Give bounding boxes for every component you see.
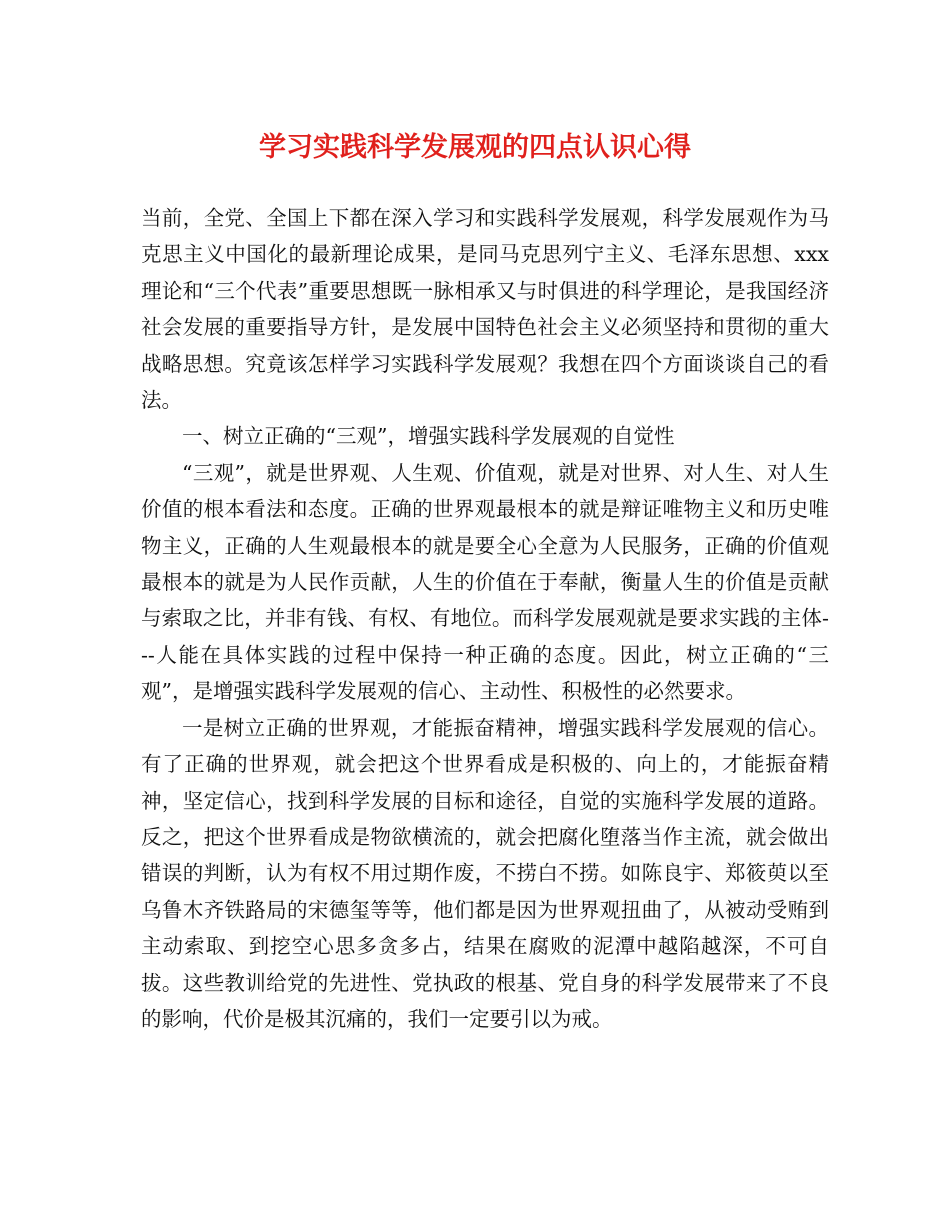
paragraph-intro: 当前，全党、全国上下都在深入学习和实践科学发展观，科学发展观作为马克思主义中国化的最新理论成果，是同马克思列宁主义、毛泽东思想、xxx理论和“三个代表”重要思想既一脉相承又与时俱进的科学理论，是我国经济社会发展的重要指导方针，是发展中国特色社会主义必须坚持和贯彻的重大战略思想。究竟该怎样学习实践科学发展观？我想在四个方面谈谈自己的看法。 [141,206,829,413]
document-body [141,200,829,1037]
paragraph-worldview: 一是树立正确的世界观，才能振奋精神，增强实践科学发展观的信心。有了正确的世界观，就会把这个世界看成是积极的、向上的，才能振奋精神，坚定信心，找到科学发展的目标和途径，自觉的实施科学发展的道路。反之，把这个世界看成是物欲横流的，就会把腐化堕落当作主流，就会做出错误的判断，认为有权不用过期作废，不捞白不捞。如陈良宇、郑筱萸以至乌鲁木齐铁路局的宋德玺等等，他们都是因为世界观扭曲了，从被动受贿到主动索取、到挖空心思多贪多占，结果在腐败的泥潭中越陷越深，不可自拔。这些教训给党的先进性、党执政的根基、党自身的科学发展带来了不良的影响，代价是极其沉痛的，我们一定要引以为戒。 [141,715,829,1031]
section-heading-1: 一、树立正确的“三观”，增强实践科学发展观的自觉性 [182,424,675,449]
document-title: 学习实践科学发展观的四点认识心得 [259,132,691,163]
paragraph-three-views: “三观”，就是世界观、人生观、价值观，就是对世界、对人生、对人生价值的根本看法和态度。正确的世界观最根本的就是辩证唯物主义和历史唯物主义，正确的人生观最根本的就是要全心全意为人民服务，正确的价值观最根本的就是为人民作贡献，人生的价值在于奉献，衡量人生的价值是贡献与索取之比，并非有钱、有权、有地位。而科学发展观就是要求实践的主体---人能在具体实践的过程中保持一种正确的态度。因此，树立正确的“三观”，是增强实践科学发展观的信心、主动性、积极性的必然要求。 [141,460,829,704]
